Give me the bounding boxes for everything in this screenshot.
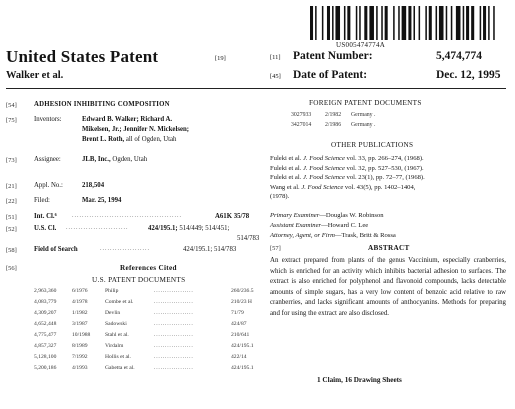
barcode-bar [381, 6, 383, 40]
reference-name: Sadowski [105, 321, 127, 327]
barcode-bar [439, 6, 444, 40]
foreign-doc-date: 2/1982 [325, 112, 342, 118]
field-search-label: Field of Search [34, 246, 78, 253]
publication-line [270, 165, 424, 172]
patent-number-label: Patent Number: [293, 50, 373, 62]
claims-summary: 1 Claim, 16 Drawing Sheets [317, 376, 402, 384]
int-cl-leader: ............................................ [72, 213, 182, 219]
reference-leader: .................. [154, 299, 194, 305]
inventors-code: [75] [6, 117, 17, 124]
inventors-line2: Mikelsen, Jr.; Jennifer N. Mickelsen; [82, 126, 190, 133]
reference-row [34, 310, 264, 319]
reference-date: 1/1982 [72, 310, 88, 316]
foreign-doc-row [291, 112, 511, 121]
us-cl-code: [52] [6, 226, 17, 233]
inventors-label: Inventors: [34, 116, 62, 123]
references-heading: References Cited [120, 264, 177, 272]
reference-date: 8/1989 [72, 343, 88, 349]
primary-examiner-name: —Douglas W. Robinson [319, 212, 384, 219]
publication-details: vol. 33, pp. 266–274, (1968). [344, 155, 424, 162]
abstract-code: [57] [270, 245, 281, 252]
publication-journal: J. Food Science [302, 174, 345, 181]
publication-details: vol. 43(5), pp. 1402–1404, [343, 183, 416, 191]
date-label: Date of Patent: [293, 69, 368, 81]
abstract-heading: ABSTRACT [368, 244, 410, 252]
reference-cls: 422/14 [231, 354, 247, 360]
us-cl-leader: ......................... [66, 225, 129, 231]
reference-row [34, 321, 264, 330]
reference-cls: 210/641 [231, 332, 250, 338]
publication-authors: Fuleki et al. [270, 155, 303, 162]
barcode-bar [436, 6, 438, 40]
publication-journal: J. Food Science [302, 155, 345, 162]
reference-leader: .................. [154, 343, 194, 349]
barcode-bar [322, 6, 324, 40]
patent-number: 5,474,774 [436, 50, 482, 62]
reference-date: 4/1993 [72, 365, 88, 371]
abstract-text: An extract prepared from plants of the genus Vaccinium, especially cranberries, which is enriched for an activity which inhibits bacterial adhesion to surfaces. The extract is also enriched for polyphenol and flavonoid compounds, lacks detectable amounts of simple sugars, has a very low content of benzoic acid relative to raw cranberries, and lacks significant amounts of anthocyanins. Methods for preparing and for using the extract are also disclosed. [270, 257, 506, 317]
foreign-doc-row [291, 122, 511, 131]
assistant-examiner [270, 222, 368, 229]
publication-details: vol. 32, pp. 527–530, (1967). [344, 164, 424, 172]
reference-row [34, 332, 264, 341]
reference-name: Stahl et al. [105, 332, 129, 338]
reference-cls: 424/87 [231, 321, 247, 327]
assignee-name: JLB, Inc., [82, 156, 111, 163]
reference-name: Hollis et al. [105, 354, 131, 360]
assistant-examiner-label: Assistant Examiner [270, 222, 322, 229]
foreign-docs-heading: FOREIGN PATENT DOCUMENTS [309, 99, 422, 107]
barcode [310, 6, 500, 40]
title-code: [19] [215, 55, 226, 62]
us-cl-value [148, 225, 229, 232]
barcode-bar [429, 6, 432, 40]
reference-row [34, 343, 264, 352]
reference-num: 4,083,779 [34, 299, 57, 305]
int-cl-code: [51] [6, 214, 17, 221]
foreign-doc-country: Germany . [351, 112, 376, 118]
field-search-leader: .................... [100, 246, 150, 252]
filed-value: Mar. 25, 1994 [82, 197, 122, 204]
publication-journal: J. Food Science [301, 183, 344, 191]
barcode-bar [425, 6, 427, 40]
barcode-bar [413, 6, 415, 40]
int-cl-value: A61K 35/78 [215, 213, 250, 220]
assignee-place: Ogden, Utah [110, 156, 148, 163]
invention-title: ADHESION INHIBITING COMPOSITION [34, 101, 170, 108]
barcode-bar [385, 6, 388, 40]
barcode-bar [480, 6, 482, 40]
primary-examiner-label: Primary Examiner [270, 212, 320, 219]
date-code: [45] [270, 73, 281, 80]
barcode-bar [364, 6, 367, 40]
reference-cls: 71/79 [231, 310, 244, 316]
barcode-bar [493, 6, 495, 40]
reference-num: 4,857,327 [34, 343, 57, 349]
reference-leader: .................. [154, 288, 194, 294]
reference-name: Combe et al. [105, 299, 134, 305]
foreign-doc-country: Germany . [351, 122, 376, 128]
assignee-value [82, 156, 147, 163]
barcode-bar [419, 6, 421, 40]
barcode-bar [335, 6, 340, 40]
publication-authors: Fuleki et al. [270, 174, 303, 181]
inventors-short: Walker et al. [6, 70, 64, 81]
publication-authors: (1978). [270, 193, 290, 200]
barcode-bar [310, 6, 313, 40]
filed-code: [22] [6, 198, 17, 205]
attorney-label: Attorney, Agent, or Firm [270, 232, 335, 239]
barcode-bar [488, 6, 490, 40]
barcode-bar [483, 6, 486, 40]
barcode-bar [332, 6, 334, 40]
reference-date: 6/1976 [72, 288, 88, 294]
reference-cls: 210/23 H [231, 299, 252, 305]
appl-no-label: Appl. No.: [34, 182, 63, 189]
attorney [270, 232, 396, 239]
reference-cls: 424/195.1 [231, 365, 254, 371]
foreign-doc-date: 2/1986 [325, 122, 342, 128]
reference-num: 4,309,207 [34, 310, 57, 316]
header-rule [6, 88, 506, 89]
publication-line [270, 184, 415, 191]
reference-num: 5,128,100 [34, 354, 57, 360]
patent-office-title: United States Patent [6, 47, 159, 66]
references-code: [56] [6, 265, 17, 272]
barcode-bar [369, 6, 374, 40]
barcode-bar [327, 6, 330, 40]
invention-code: [54] [6, 102, 17, 109]
barcode-bar [356, 6, 358, 40]
reference-cls: 260/236.5 [231, 288, 254, 294]
primary-examiner [270, 212, 384, 219]
us-cl-primary: 424/195.1; [148, 225, 178, 232]
reference-row [34, 365, 264, 374]
barcode-caption: US005474774A [336, 41, 386, 49]
barcode-bar [466, 6, 469, 40]
publication-authors: Fuleki et al. [270, 164, 303, 172]
assignee-code: [73] [6, 157, 17, 164]
barcode-bar [393, 6, 395, 40]
barcode-bar [446, 6, 448, 40]
reference-leader: .................. [154, 332, 194, 338]
barcode-bar [471, 6, 474, 40]
field-search-code: [58] [6, 247, 17, 254]
reference-name: Virdalm [105, 343, 124, 349]
reference-num: 5,200,186 [34, 365, 57, 371]
barcode-bar [347, 6, 350, 40]
reference-leader: .................. [154, 310, 194, 316]
appl-no-value: 218,504 [82, 182, 105, 189]
reference-num: 2,963,360 [34, 288, 57, 294]
us-cl-line2: 514/783 [237, 235, 260, 242]
reference-row [34, 288, 264, 297]
barcode-bar [376, 6, 378, 40]
reference-date: 3/1987 [72, 321, 88, 327]
reference-num: 4,652,448 [34, 321, 57, 327]
inventors-line3 [82, 136, 176, 143]
inventors-line1: Edward B. Walker; Richard A. [82, 116, 173, 123]
reference-name: Gabetta et al. [105, 365, 135, 371]
publication-authors: Wang et al. [270, 183, 302, 191]
foreign-doc-num: 3427014 [291, 122, 312, 128]
reference-row [34, 354, 264, 363]
publication-journal: J. Food Science [302, 164, 345, 172]
barcode-bar [408, 6, 411, 40]
assignee-label: Assignee: [34, 156, 61, 163]
reference-leader: .................. [154, 354, 194, 360]
reference-date: 10/1988 [72, 332, 91, 338]
us-patent-docs-heading: U.S. PATENT DOCUMENTS [92, 276, 186, 284]
foreign-doc-num: 3027933 [291, 112, 312, 118]
barcode-bar [359, 6, 361, 40]
inventors-line3-place: all of Ogden, Utah [124, 136, 177, 143]
reference-cls: 424/195.1 [231, 343, 254, 349]
reference-date: 7/1992 [72, 354, 88, 360]
reference-row [34, 299, 264, 308]
reference-date: 4/1978 [72, 299, 88, 305]
reference-num: 4,775,477 [34, 332, 57, 338]
int-cl-label: Int. Cl.⁶ [34, 213, 57, 220]
assistant-examiner-name: —Howard C. Lee [321, 222, 369, 229]
barcode-bar [344, 6, 346, 40]
appl-no-code: [21] [6, 183, 17, 190]
publication-line [270, 193, 289, 200]
reference-leader: .................. [154, 365, 194, 371]
barcode-bar [456, 6, 461, 40]
us-cl-secondary: 514/449; 514/451; [177, 225, 230, 232]
barcode-bar [402, 6, 407, 40]
patent-date: Dec. 12, 1995 [436, 69, 501, 81]
publication-line [270, 174, 425, 181]
inventors-line3-name: Brent L. Roth, [82, 136, 125, 143]
barcode-bar [463, 6, 465, 40]
reference-name: Devlin [105, 310, 121, 316]
patent-number-code: [11] [270, 54, 281, 61]
barcode-bar [315, 6, 317, 40]
other-pubs-heading: OTHER PUBLICATIONS [331, 141, 414, 149]
reference-leader: .................. [154, 321, 194, 327]
publication-details: vol. 23(1), pp. 72–77, (1968). [344, 174, 425, 181]
us-cl-label: U.S. Cl. [34, 225, 57, 232]
filed-label: Filed: [34, 197, 50, 204]
barcode-bar [451, 6, 453, 40]
attorney-name: —Trask, Britt & Rossa [334, 232, 396, 239]
field-search-value: 424/195.1; 514/783 [183, 246, 237, 253]
reference-name: Philip [105, 288, 119, 294]
barcode-bar [398, 6, 400, 40]
publication-line [270, 155, 424, 162]
